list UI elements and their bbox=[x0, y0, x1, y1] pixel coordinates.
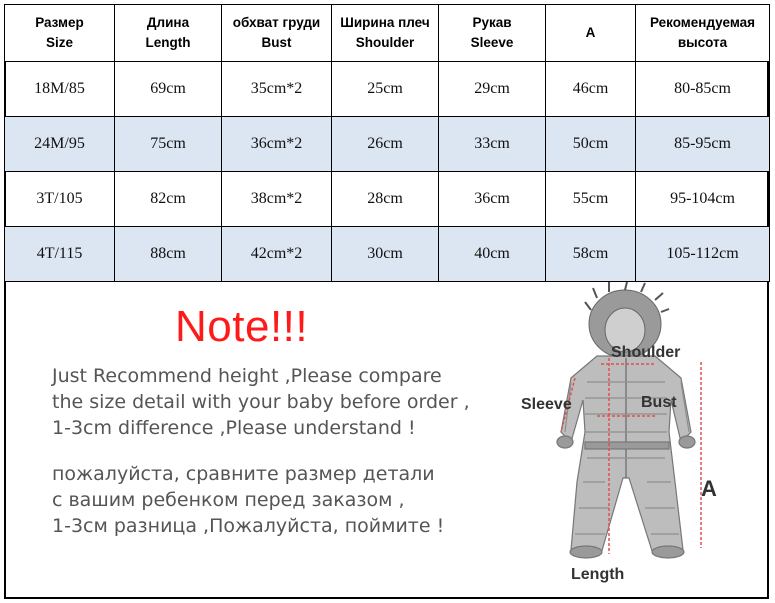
header-sleeve-en: Sleeve bbox=[470, 35, 514, 50]
size-table bbox=[4, 4, 770, 282]
cell-height: 95-104cm bbox=[636, 172, 770, 227]
header-bust bbox=[222, 5, 332, 62]
cell-sleeve: 29cm bbox=[439, 62, 546, 117]
label-shoulder: Shoulder bbox=[611, 344, 681, 361]
cell-length: 75cm bbox=[115, 117, 222, 172]
cell-a: 46cm bbox=[546, 62, 636, 117]
snowsuit-illustration bbox=[505, 282, 767, 594]
cell-length: 88cm bbox=[115, 227, 222, 282]
cell-sleeve: 40cm bbox=[439, 227, 546, 282]
cell-height: 105-112cm bbox=[636, 227, 770, 282]
cell-bust: 38cm*2 bbox=[222, 172, 332, 227]
cell-size: 18M/85 bbox=[5, 62, 115, 117]
header-sleeve-ru: Рукав bbox=[472, 15, 512, 30]
header-shoulder-ru: Ширина плеч bbox=[340, 15, 430, 30]
cell-sleeve: 36cm bbox=[439, 172, 546, 227]
cell-size: 3T/105 bbox=[5, 172, 115, 227]
header-size-en: Size bbox=[45, 35, 73, 50]
table-row bbox=[5, 172, 770, 227]
label-a: A bbox=[701, 476, 717, 501]
table-row bbox=[5, 62, 770, 117]
header-a bbox=[546, 5, 636, 62]
snowsuit-diagram bbox=[505, 282, 767, 594]
header-length bbox=[115, 5, 222, 62]
cell-length: 69cm bbox=[115, 62, 222, 117]
cell-a: 50cm bbox=[546, 117, 636, 172]
cell-height: 80-85cm bbox=[636, 62, 770, 117]
cell-bust: 36cm*2 bbox=[222, 117, 332, 172]
cell-shoulder: 25cm bbox=[332, 62, 439, 117]
note-ru-line-1: пожалуйста, сравните размер детали bbox=[52, 463, 435, 485]
note-en-line-2: the size detail with your baby before order , bbox=[52, 391, 470, 413]
header-recommended-height bbox=[636, 5, 770, 62]
note-ru-line-2: с вашим ребенком перед заказом , bbox=[52, 489, 405, 511]
cell-shoulder: 28cm bbox=[332, 172, 439, 227]
note-ru-line-3: 1-3см разница ,Пожалуйста, поймите ! bbox=[52, 515, 445, 537]
cell-size: 4T/115 bbox=[5, 227, 115, 282]
cell-a: 55cm bbox=[546, 172, 636, 227]
header-shoulder-en: Shoulder bbox=[355, 35, 415, 50]
header-bust-en: Bust bbox=[261, 35, 292, 50]
header-recommended-line1: Рекомендуемая bbox=[649, 15, 756, 30]
header-length-ru: Длина bbox=[146, 15, 190, 30]
cell-sleeve: 33cm bbox=[439, 117, 546, 172]
cell-bust: 42cm*2 bbox=[222, 227, 332, 282]
note-title: Note!!! bbox=[175, 302, 309, 351]
cell-length: 82cm bbox=[115, 172, 222, 227]
header-length-en: Length bbox=[145, 35, 191, 50]
cell-bust: 35cm*2 bbox=[222, 62, 332, 117]
note-en-line-3: 1-3cm difference ,Please understand ! bbox=[52, 417, 416, 439]
label-bust: Bust bbox=[641, 394, 677, 411]
label-length: Length bbox=[571, 566, 625, 583]
header-size bbox=[5, 5, 115, 62]
table-row bbox=[5, 117, 770, 172]
cell-a: 58cm bbox=[546, 227, 636, 282]
header-a-label: A bbox=[585, 25, 596, 40]
snowsuit-body bbox=[557, 356, 695, 558]
header-bust-ru: обхват груди bbox=[232, 15, 321, 30]
table-header-row bbox=[5, 5, 770, 62]
table-row bbox=[5, 227, 770, 282]
cell-height: 85-95cm bbox=[636, 117, 770, 172]
header-shoulder bbox=[332, 5, 439, 62]
header-sleeve bbox=[439, 5, 546, 62]
note-en-line-1: Just Recommend height ,Please compare bbox=[52, 365, 442, 387]
label-sleeve: Sleeve bbox=[521, 396, 572, 413]
header-recommended-line2: высота bbox=[677, 35, 728, 50]
cell-size: 24M/95 bbox=[5, 117, 115, 172]
cell-shoulder: 26cm bbox=[332, 117, 439, 172]
header-size-ru: Размер bbox=[35, 15, 84, 30]
cell-shoulder: 30cm bbox=[332, 227, 439, 282]
